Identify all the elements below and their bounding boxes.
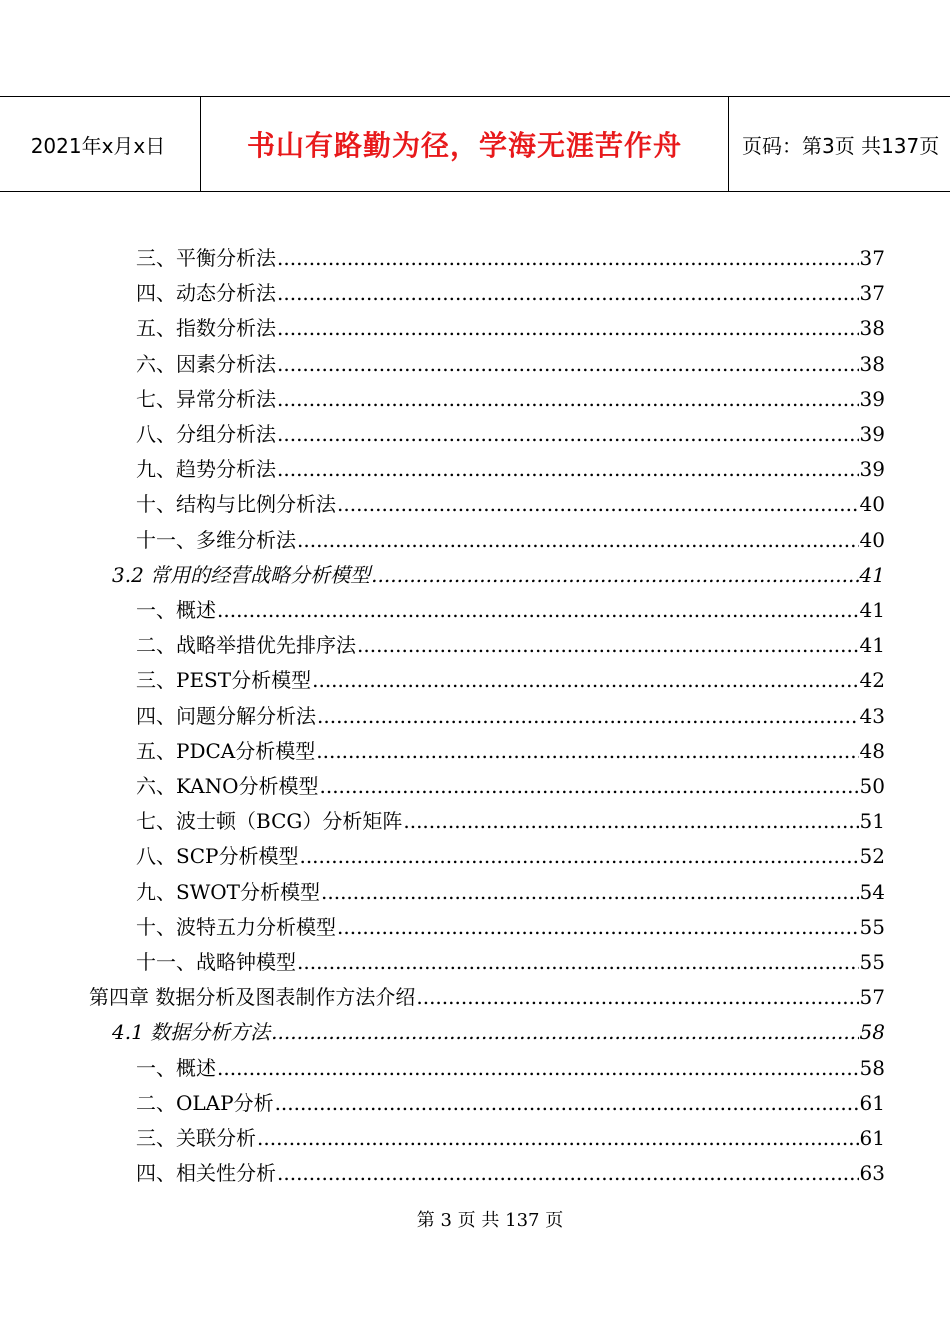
toc-entry[interactable]	[136, 628, 885, 663]
toc-entry-page: 37	[859, 281, 885, 306]
toc-leader-dots	[357, 628, 859, 663]
toc-leader-dots	[319, 769, 858, 804]
toc-entry[interactable]	[136, 804, 885, 839]
toc-entry-page: 42	[859, 668, 885, 693]
toc-leader-dots	[297, 523, 859, 558]
toc-entry-title: 三、PEST分析模型	[136, 668, 312, 693]
toc-leader-dots	[271, 1015, 858, 1050]
toc-entry-page: 38	[859, 316, 885, 341]
toc-entry[interactable]	[136, 699, 885, 734]
toc-entry[interactable]	[136, 241, 885, 276]
toc-entry-page: 39	[859, 386, 885, 411]
toc-entry-title: 九、SWOT分析模型	[136, 879, 320, 904]
toc-leader-dots	[371, 558, 858, 593]
toc-leader-dots	[316, 734, 858, 769]
toc-entry-title: 七、波士顿（BCG）分析矩阵	[136, 809, 403, 834]
toc-leader-dots	[277, 1156, 859, 1191]
toc-entry-title: 一、概述	[136, 598, 216, 622]
toc-entry-page: 39	[859, 457, 885, 482]
toc-entry-page: 41	[859, 633, 885, 658]
toc-leader-dots	[217, 593, 859, 628]
toc-entry-title: 二、战略举措优先排序法	[136, 633, 356, 658]
toc-entry-title: 五、指数分析法	[136, 316, 276, 341]
toc-leader-dots	[277, 347, 859, 382]
toc-entry-page: 63	[859, 1161, 885, 1186]
toc-entry-page: 41	[859, 562, 885, 587]
toc-entry-page: 41	[859, 598, 885, 622]
toc-entry[interactable]	[136, 1121, 885, 1156]
toc-entry[interactable]	[112, 558, 885, 593]
toc-entry-title: 八、分组分析法	[136, 422, 276, 446]
toc-entry-page: 43	[859, 703, 885, 728]
toc-entry-title: 三、平衡分析法	[136, 246, 276, 270]
toc-entry[interactable]	[136, 839, 885, 874]
toc-entry[interactable]	[136, 382, 885, 417]
toc-entry[interactable]	[136, 452, 885, 487]
toc-leader-dots	[275, 1086, 859, 1121]
header-date: 2021年x月x日	[0, 97, 201, 191]
toc-leader-dots	[277, 276, 859, 311]
toc-entry-page: 61	[859, 1126, 885, 1150]
toc-leader-dots	[277, 452, 859, 487]
toc-entry-title: 五、PDCA分析模型	[136, 738, 316, 763]
toc-entry[interactable]	[89, 980, 885, 1015]
toc-leader-dots	[416, 980, 858, 1015]
toc-entry[interactable]	[136, 417, 885, 452]
toc-leader-dots	[217, 1051, 859, 1086]
page-header	[0, 96, 950, 192]
toc-leader-dots	[312, 663, 858, 698]
toc-entry-page: 58	[859, 1020, 885, 1045]
toc-entry-page: 55	[859, 950, 885, 974]
toc-entry-title: 八、SCP分析模型	[136, 844, 299, 869]
toc-entry-title: 九、趋势分析法	[136, 457, 276, 482]
toc-entry-title: 十、波特五力分析模型	[136, 914, 336, 939]
toc-entry[interactable]	[136, 769, 885, 804]
toc-entry[interactable]	[136, 276, 885, 311]
toc-entry-title: 4.1 数据分析方法	[112, 1020, 271, 1045]
toc-entry-title: 四、动态分析法	[136, 281, 276, 306]
toc-leader-dots	[277, 241, 859, 276]
toc-entry-page: 55	[859, 914, 885, 939]
toc-entry[interactable]	[136, 1156, 885, 1191]
toc-entry-title: 十一、战略钟模型	[136, 950, 296, 974]
toc-entry-page: 37	[859, 246, 885, 270]
toc-leader-dots	[299, 839, 858, 874]
toc-leader-dots	[337, 487, 859, 522]
toc-leader-dots	[337, 910, 859, 945]
toc-entry-title: 六、因素分析法	[136, 351, 276, 376]
toc-entry-page: 40	[859, 492, 885, 517]
toc-entry-title: 三、关联分析	[136, 1126, 256, 1150]
toc-entry-title: 六、KANO分析模型	[136, 774, 319, 798]
toc-leader-dots	[277, 382, 859, 417]
toc-entry-page: 40	[859, 527, 885, 552]
toc-entry-page: 51	[859, 809, 885, 834]
toc-entry-page: 57	[859, 985, 885, 1010]
toc-entry-title: 第四章 数据分析及图表制作方法介绍	[89, 985, 416, 1010]
toc-entry[interactable]	[136, 523, 885, 558]
header-motto: 书山有路勤为径，学海无涯苦作舟	[201, 97, 729, 191]
toc-entry[interactable]	[136, 347, 885, 382]
toc-entry-title: 十、结构与比例分析法	[136, 492, 336, 517]
toc-entry-page: 54	[859, 879, 885, 904]
toc-leader-dots	[277, 417, 859, 452]
toc-entry-title: 一、概述	[136, 1055, 216, 1080]
toc-entry[interactable]	[136, 593, 885, 628]
toc-leader-dots	[317, 699, 859, 734]
toc-leader-dots	[257, 1121, 859, 1156]
toc-entry[interactable]	[136, 311, 885, 346]
toc-entry[interactable]	[136, 875, 885, 910]
toc-entry[interactable]	[136, 487, 885, 522]
header-page-info: 页码：第3页 共137页	[742, 133, 940, 158]
toc-entry-page: 52	[859, 844, 885, 869]
toc-entry-title: 3.2 常用的经营战略分析模型	[112, 562, 371, 587]
toc-entry-page: 39	[859, 422, 885, 446]
toc-entry-page: 38	[859, 351, 885, 376]
toc-entry[interactable]	[136, 734, 885, 769]
toc-entry-title: 四、问题分解分析法	[136, 703, 316, 728]
toc-leader-dots	[277, 311, 859, 346]
toc-entry-page: 61	[859, 1090, 885, 1115]
toc-entry[interactable]	[112, 1015, 885, 1050]
toc-leader-dots	[321, 875, 859, 910]
page-footer: 第 3 页 共 137 页	[416, 1210, 564, 1231]
toc-entry[interactable]	[136, 910, 885, 945]
toc-entry[interactable]	[136, 1051, 885, 1086]
toc-entry-title: 二、OLAP分析	[136, 1090, 274, 1115]
toc-entry-page: 58	[859, 1055, 885, 1080]
toc-entry-page: 48	[859, 738, 885, 763]
toc-entry[interactable]	[136, 663, 885, 698]
toc-entry[interactable]	[136, 945, 885, 980]
toc-entry-title: 四、相关性分析	[136, 1161, 276, 1186]
toc-entry-page: 50	[859, 774, 885, 798]
toc-entry-title: 七、异常分析法	[136, 386, 276, 411]
toc-entry[interactable]	[136, 1086, 885, 1121]
toc-leader-dots	[297, 945, 859, 980]
toc-entry-title: 十一、多维分析法	[136, 527, 296, 552]
toc-leader-dots	[403, 804, 858, 839]
